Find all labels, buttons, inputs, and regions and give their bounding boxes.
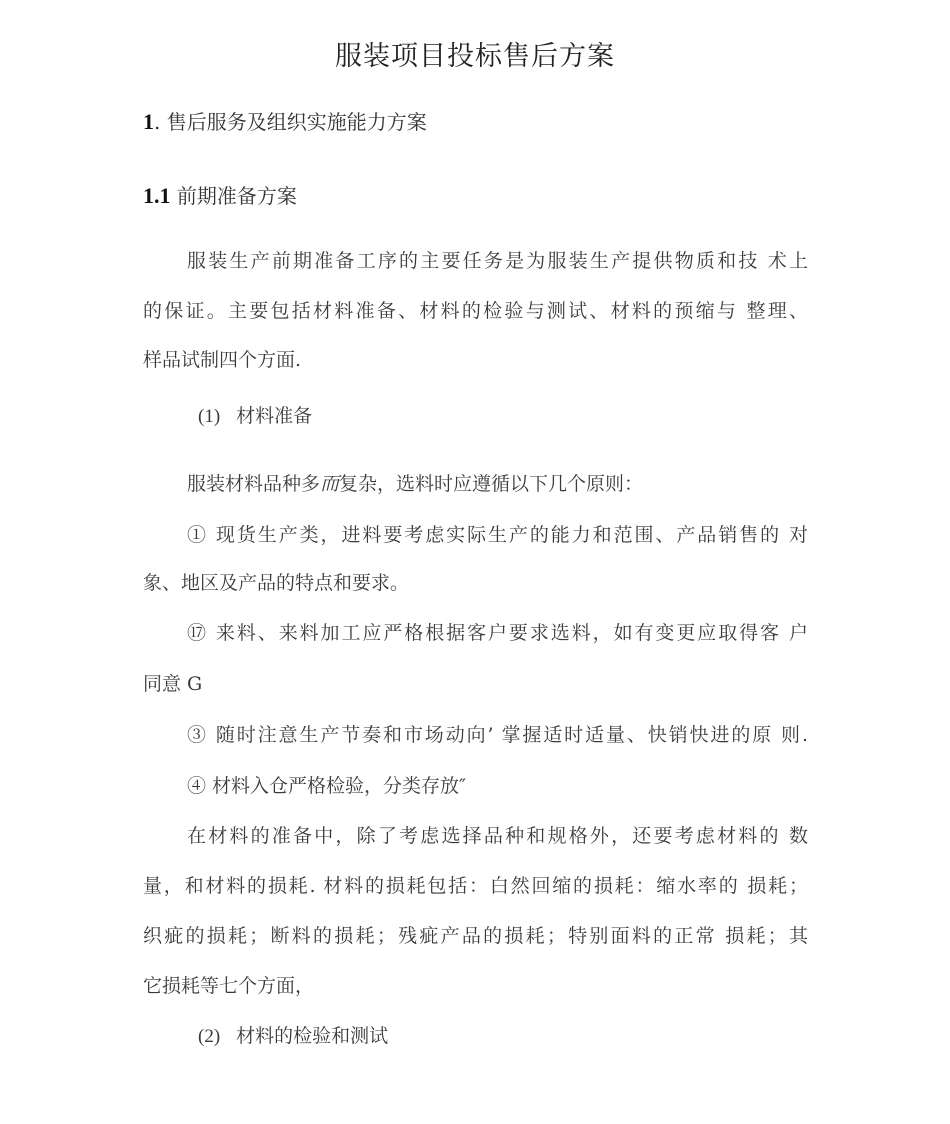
section-heading-text: 前期准备方案 (170, 184, 297, 208)
paragraph-1-line-3: 样品试制四个方面. (143, 349, 302, 371)
paragraph-3-line-2: 量，和材料的损耗. 材料的损耗包括：白然回缩的损耗：缩水率的 损耗； (143, 875, 808, 897)
list-item-label: (1) (198, 406, 221, 427)
paragraph-2-text-a: 服装材料品种多 (187, 473, 321, 495)
rule-3-line-1: ③ 随时注意生产节奏和市场动向’ 掌握适时适量、快销快进的原 则. (187, 724, 808, 746)
rule-1-line-2: 象、地区及产品的特点和要求。 (143, 572, 410, 594)
rule-4-line-1: ④ 材料入仓严格检验，分类存放″ (187, 775, 467, 797)
paragraph-3-line-1: 在材料的准备中，除了考虑选择品种和规格外，还要考虑材料的 数 (187, 825, 808, 847)
rule-1-line-1: ① 现货生产类，进料要考虑实际生产的能力和范围、产品销售的 对 (187, 524, 808, 546)
paragraph-3-line-3: 织疵的损耗；断料的损耗；残疵产品的损耗；特别面料的正常 损耗；其 (143, 925, 808, 947)
section-heading-text: . 售后服务及组织实施能力方案 (154, 110, 427, 134)
section-heading-1-1 (143, 180, 297, 209)
paragraph-2 (187, 469, 808, 496)
list-item-label: (2) (198, 1026, 221, 1047)
list-item-text: 材料的检验和测试 (236, 1025, 389, 1047)
paragraph-1-line-2: 的保证。主要包括材料准备、材料的检验与测试、材料的预缩与 整理、 (143, 300, 808, 322)
list-item-heading-1 (198, 401, 863, 428)
paragraph-3-line-4: 它损耗等七个方面， (143, 975, 315, 997)
rule-2-line-1: ⑰ 来料、来料加工应严格根据客户要求选料，如有变更应取得客 户 (187, 622, 808, 644)
section-number: 1.1 (143, 183, 171, 208)
paragraph-1-line-1: 服装生产前期准备工序的主要任务是为服装生产提供物质和技 术上 (187, 250, 808, 272)
section-heading-1 (143, 106, 427, 135)
list-item-text: 材料准备 (236, 405, 313, 427)
list-item-heading-2 (198, 1021, 863, 1048)
paragraph-2-text-italic: 而 (320, 473, 340, 495)
section-number: 1 (143, 109, 154, 134)
rule-2-line-2: 同意 G (143, 673, 203, 695)
paragraph-2-text-b: 复杂，选料时应遵循以下几个原则： (339, 473, 644, 495)
document-title: 服装项目投标售后方案 (335, 41, 615, 72)
